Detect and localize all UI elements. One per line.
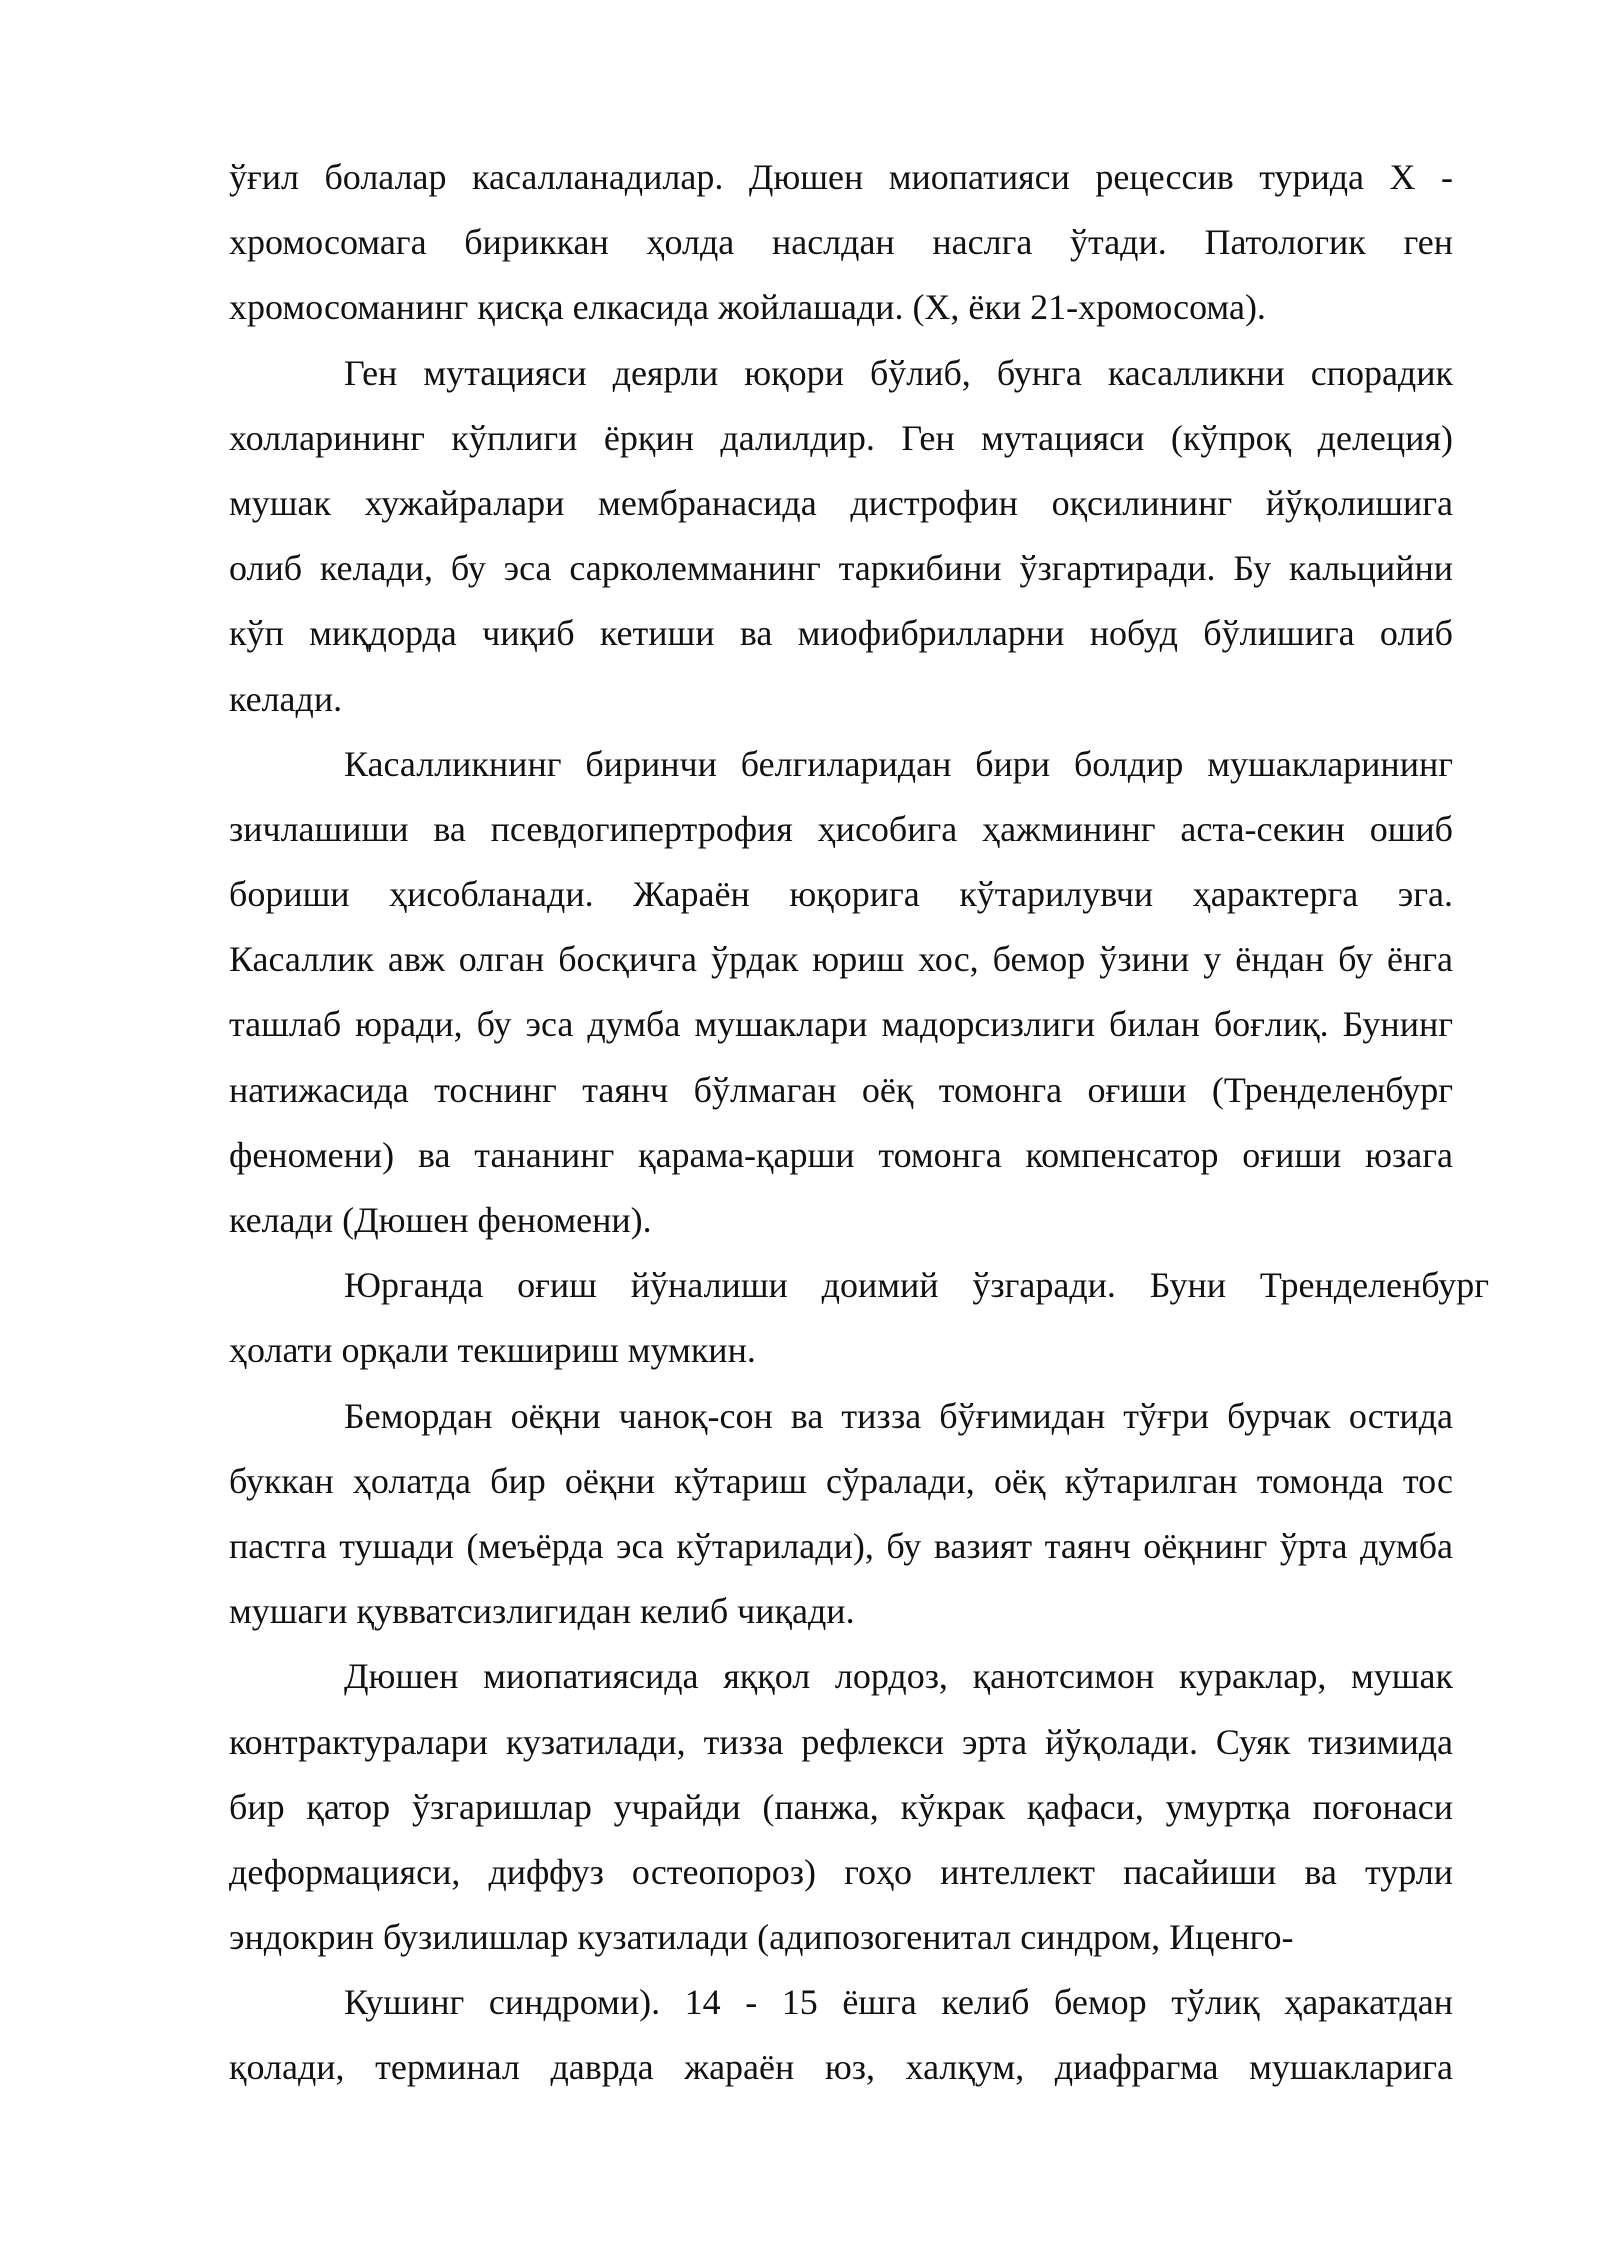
text-line: холларининг кўплиги ёрқин далилдир. Ген мутацияси (кўпроқ делеция) [229, 417, 1453, 458]
text-line: деформацияси, диффуз остеопороз) гоҳо интеллект пасайиши ва турли [229, 1851, 1453, 1892]
text-line: Касаллик авж олган босқичга ўрдак юриш хос, бемор ўзини у ёндан бу ёнга [229, 939, 1453, 980]
document-body [229, 150, 1489, 2106]
text-line: Юрганда оғиш йўналиши доимий ўзгаради. Буни Тренделенбург [344, 1265, 1489, 1306]
text-line: ўғил болалар касалланадилар. Дюшен миопатияси рецессив турида Х - [229, 157, 1453, 197]
text-line: Бемордан оёқни чаноқ-сон ва тизза бўғимидан тўғри бурчак остида [344, 1395, 1453, 1436]
text-line: мушак хужайралари мембранасида дистрофин оқсилининг йўқолишига [229, 482, 1453, 523]
text-line: келади. [229, 678, 343, 719]
text-line: Кушинг синдроми). 14 - 15 ёшга келиб бемор тўлиқ ҳаракатдан [344, 1982, 1453, 2023]
text-line: феномени) ва тананинг қарама-қарши томонга компенсатор оғиши юзага [229, 1134, 1453, 1175]
text-line: ҳолати орқали текшириш мумкин. [229, 1330, 756, 1371]
text-line: Ген мутацияси деярли юқори бўлиб, бунга касалликни спорадик [344, 352, 1453, 393]
text-line: хромосомага бириккан ҳолда наслдан наслга ўтади. Патологик ген [229, 222, 1453, 263]
text-line: бориши ҳисобланади. Жараён юқорига кўтарилувчи ҳарактерга эга. [229, 874, 1453, 915]
text-line: келади (Дюшен феномени). [229, 1200, 652, 1240]
text-line: натижасида тоснинг таянч бўлмаган оёқ томонга оғиши (Тренделенбург [229, 1069, 1453, 1110]
text-line: эндокрин бузилишлар кузатилади (адипозогенитал синдром, Иценго- [229, 1917, 1294, 1958]
text-line: контрактуралари кузатилади, тизза рефлекси эрта йўқолади. Суяк тизимида [229, 1721, 1453, 1762]
text-line: қолади, терминал даврда жараён юз, халқум, диафрагма мушакларига [229, 2047, 1453, 2088]
text-line: ташлаб юради, бу эса думба мушаклари мадорсизлиги билан боғлиқ. Бунинг [229, 1004, 1453, 1045]
text-line: пастга тушади (меъёрда эса кўтарилади), бу вазият таянч оёқнинг ўрта думба [229, 1525, 1453, 1566]
text-line: олиб келади, бу эса сарколемманинг таркибини ўзгартиради. Бу кальцийни [229, 548, 1453, 589]
text-line: кўп миқдорда чиқиб кетиши ва миофибрилларни нобуд бўлишига олиб [229, 613, 1453, 654]
text-line: бир қатор ўзгаришлар учрайди (панжа, кўкрак қафаси, умуртқа поғонаси [229, 1786, 1453, 1827]
text-line: буккан ҳолатда бир оёқни кўтариш сўралади, оёқ кўтарилган томонда тос [229, 1460, 1453, 1501]
text-line: Касалликнинг биринчи белгиларидан бири болдир мушакларининг [344, 743, 1453, 784]
text-line: хромосоманинг қисқа елкасида жойлашади. (Х, ёки 21-хромосома). [229, 287, 1266, 328]
text-line: Дюшен миопатиясида яққол лордоз, қанотсимон кураклар, мушак [344, 1656, 1453, 1697]
text-line: зичлашиши ва псевдогипертрофия ҳисобига ҳажмининг аста-секин ошиб [229, 808, 1453, 849]
text-line: мушаги қувватсизлигидан келиб чиқади. [229, 1591, 855, 1632]
